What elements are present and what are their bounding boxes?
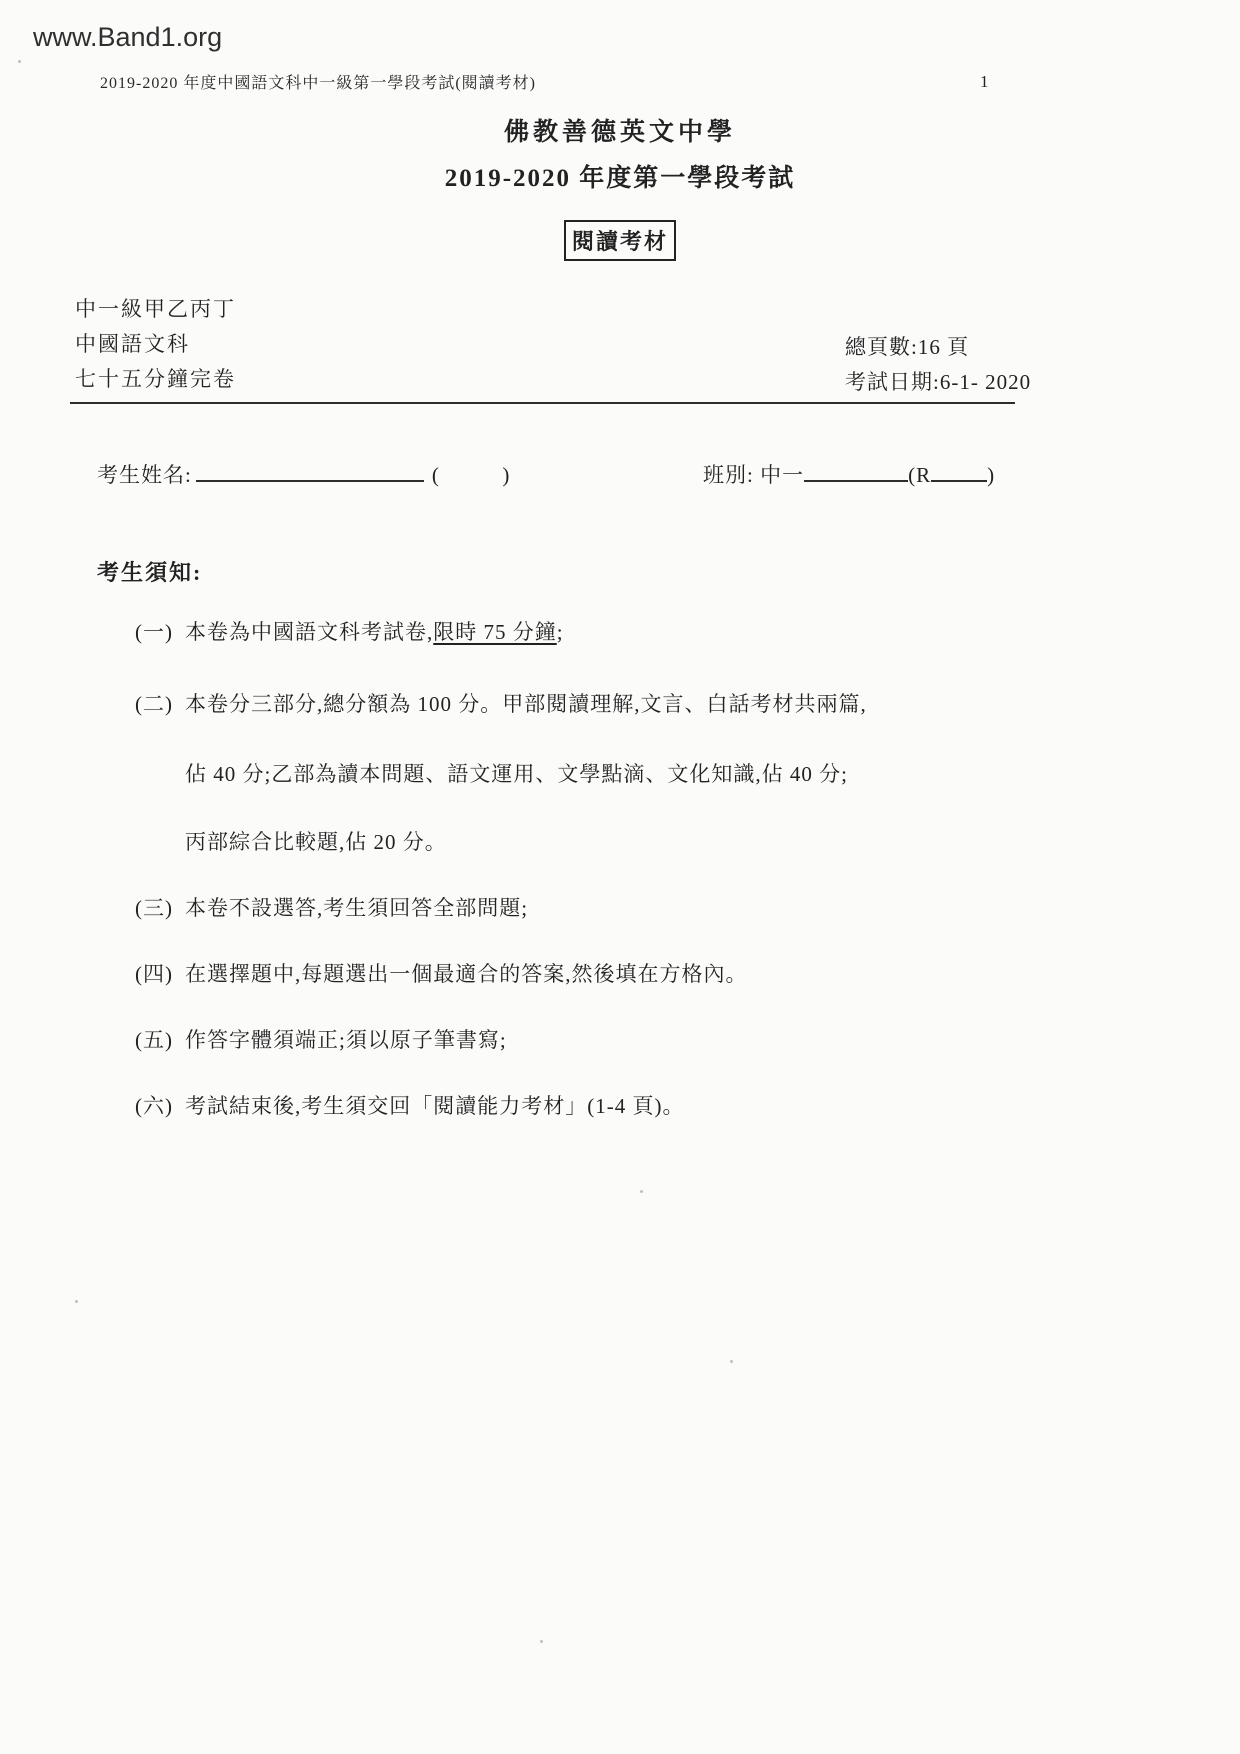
exam-session-title: 2019-2020 年度第一學段考試 — [444, 165, 796, 192]
item-number: (五) — [135, 1028, 173, 1052]
item-number: (四) — [135, 962, 173, 986]
item-text: 在選擇題中,每題選出一個最適合的答案,然後填在方格內。 — [185, 962, 748, 986]
class-label: 班別: 中一 — [703, 463, 805, 488]
school-name: 佛教善德英文中學 — [503, 119, 736, 146]
item-number: (三) — [135, 896, 173, 920]
item-text-pre: 本卷為中國語文科考試卷, — [185, 620, 434, 644]
class-level-line: 中一級甲乙丙丁 — [75, 297, 236, 321]
subject-line: 中國語文科 — [75, 332, 190, 356]
scan-speck — [640, 1190, 643, 1193]
paper-title-row — [0, 220, 1240, 261]
divider-line — [70, 402, 1015, 404]
exam-info-left — [75, 292, 236, 397]
item-text: 作答字體須端正;須以原子筆書寫; — [185, 1028, 507, 1052]
scan-speck — [540, 1640, 543, 1643]
scan-speck — [730, 1360, 733, 1363]
item-number: (一) — [135, 620, 173, 644]
notice-item-2-line-2: 佔 40 分;乙部為讀本問題、語文運用、文學點滴、文化知識,佔 40 分; — [185, 762, 848, 786]
item-number: (六) — [135, 1094, 173, 1118]
class-group — [703, 458, 995, 489]
item-text: 本卷不設選答,考生須回答全部問題; — [185, 896, 529, 920]
paper-title-box: 閱讀考材 — [564, 220, 676, 261]
candidate-name-group — [97, 458, 510, 489]
candidate-name-paren: ( ) — [431, 463, 511, 488]
scan-speck — [75, 1300, 78, 1303]
candidate-name-label: 考生姓名: — [97, 463, 192, 488]
notice-heading: 考生須知: — [97, 560, 203, 585]
class-blank — [804, 458, 908, 482]
class-r-close: ) — [987, 463, 996, 488]
item-text: 考試結束後,考生須交回「閱讀能力考材」(1-4 頁)。 — [185, 1094, 685, 1118]
underlined-text: 限時 75 分鐘 — [433, 620, 557, 644]
page-number: 1 — [980, 72, 989, 91]
total-pages-line: 總頁數:16 頁 — [845, 335, 970, 359]
exam-date-line: 考試日期:6-1- 2020 — [845, 370, 1032, 394]
scan-speck — [18, 60, 21, 63]
class-r-blank — [931, 458, 987, 482]
candidate-name-blank — [196, 458, 424, 482]
exam-info-right — [845, 330, 1031, 400]
site-watermark: www.Band1.org — [33, 22, 223, 52]
class-r-open: (R — [908, 463, 932, 488]
running-header: 2019-2020 年度中國語文科中一級第一學段考試(閱讀考材) — [100, 75, 536, 92]
notice-item-2-line-3: 丙部綜合比較題,佔 20 分。 — [185, 830, 447, 854]
duration-line: 七十五分鐘完卷 — [75, 367, 236, 391]
item-text-post: ; — [556, 620, 564, 644]
item-number: (二) — [135, 692, 173, 716]
item-text — [185, 616, 564, 646]
item-text: 本卷分三部分,總分額為 100 分。甲部閱讀理解,文言、白話考材共兩篇, — [185, 692, 867, 716]
